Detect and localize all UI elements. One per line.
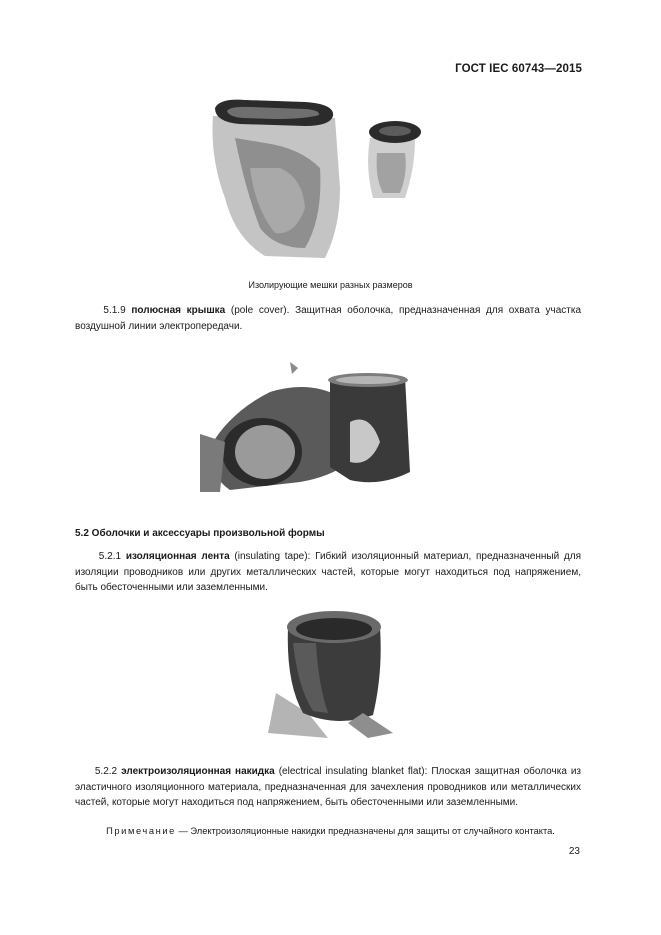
insulating-tape-photo	[268, 603, 398, 743]
definition-text: Защитная оболочка, предназначенная для охвата участка воздушной линии электропередачи.	[75, 305, 582, 332]
figure-insulating-bags	[205, 98, 435, 268]
definition-5-2-2	[75, 764, 581, 811]
figure-pole-cover	[200, 362, 430, 497]
term: полюсная крышка	[131, 305, 226, 316]
term-english: (pole cover).	[230, 305, 290, 316]
clause-number: 5.2.1	[98, 551, 122, 562]
definition-text: Гибкий изоляционный материал, предназначенный для изоляции проводников или других металлических частей, которые могут находиться под напряжением, быть обесточенными или заземленными.	[75, 551, 582, 593]
figure-caption: Изолирующие мешки разных размеров	[248, 280, 413, 290]
insulating-bags-photo	[205, 98, 435, 268]
note	[0, 826, 661, 836]
term-english: (electrical insulating blanket flat):	[278, 766, 428, 777]
term: изоляционная лента	[125, 551, 230, 562]
note-label: Примечание	[106, 826, 176, 836]
definition-5-1-9	[75, 303, 581, 334]
standard-code: ГОСТ IEC 60743—2015	[455, 63, 582, 75]
page-number: 23	[568, 846, 580, 857]
note-text: — Электроизоляционные накидки предназначены для защиты от случайного контакта.	[178, 826, 555, 836]
pole-cover-photo	[200, 362, 430, 497]
definition-5-2-1	[75, 549, 581, 596]
term-english: (insulating tape):	[234, 551, 311, 562]
section-heading-5-2: 5.2 Оболочки и аксессуары произвольной формы	[75, 528, 325, 539]
term: электроизоляционная накидка	[121, 766, 275, 777]
figure-insulating-tape	[268, 603, 398, 743]
clause-number: 5.1.9	[103, 305, 126, 316]
definition-text: Плоская защитная оболочка из эластичного изоляционного материала, предназначенная для зачехления проводников или металлических частей, которые могут находиться под напряжением, быть обесточенными или заземленными.	[75, 766, 582, 808]
clause-number: 5.2.2	[94, 766, 118, 777]
